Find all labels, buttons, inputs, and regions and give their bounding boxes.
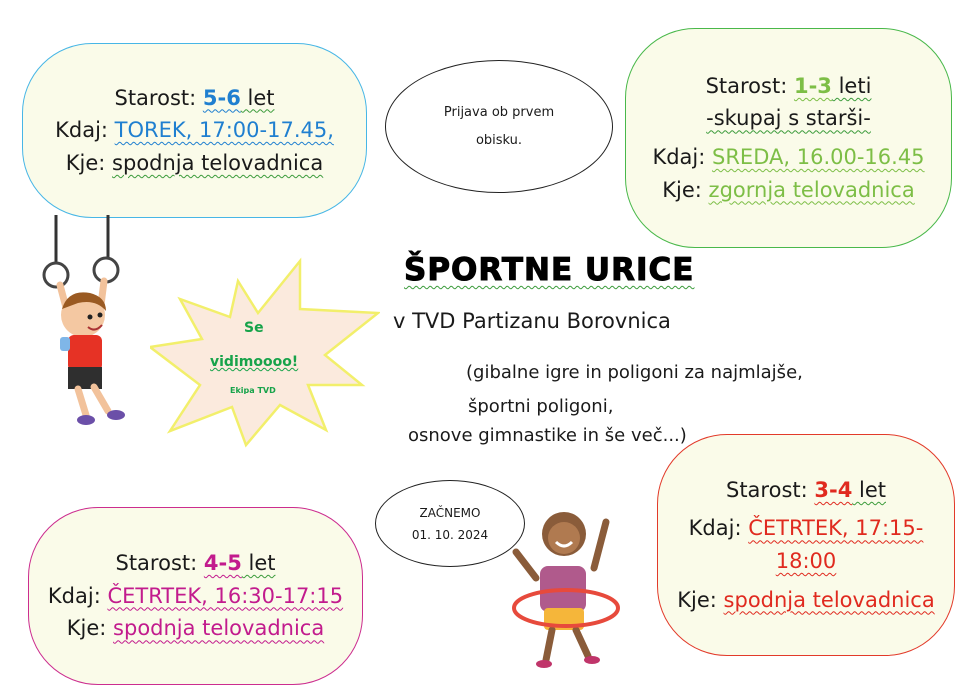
time-line-2 [776, 545, 837, 578]
time-label: Kdaj: [55, 118, 115, 143]
time-label: Kdaj: [47, 583, 108, 608]
time-label: Kdaj: [688, 516, 749, 541]
description-line-1: (gibalne igre in poligoni za najmlajše, [466, 362, 803, 383]
start-date-oval [375, 480, 525, 567]
time-label: Kdaj: [652, 145, 713, 169]
time-line [55, 114, 334, 147]
time-line [48, 580, 343, 613]
place-line [662, 174, 914, 207]
time-line [652, 141, 924, 174]
start-date: 01. 10. 2024 [411, 527, 489, 542]
place-value: spodnja telovadnica [723, 587, 935, 612]
age-suffix: leti [831, 73, 872, 98]
description-line-3: osnove gimnastike in še več...) [408, 425, 687, 446]
age-label: Starost: [705, 73, 794, 98]
start-label: ZAČNEMO [419, 505, 481, 520]
place-line [677, 584, 934, 617]
place-label: Kje: [66, 616, 114, 641]
girl-hula-hoop-illustration [508, 500, 628, 670]
schedule-box-1-3 [625, 28, 952, 248]
star-text-1: Se [244, 320, 264, 336]
registration-line-1: Prijava ob prvem [443, 104, 555, 120]
age-label: Starost: [725, 477, 815, 502]
place-value: zgornja telovadnica [708, 177, 915, 202]
place-label: Kje: [662, 177, 709, 202]
star-text-2: vidimoooo! [210, 354, 299, 370]
page-title: ŠPORTNE URICE [404, 252, 695, 288]
place-line [66, 147, 323, 180]
age-label: Starost: [115, 551, 204, 576]
age-suffix: let [852, 477, 886, 502]
schedule-box-3-4 [657, 434, 955, 656]
place-value: spodnja telovadnica [113, 616, 325, 641]
schedule-box-5-6 [22, 43, 367, 218]
schedule-box-4-5 [28, 507, 363, 685]
age-line [114, 82, 274, 115]
time-line [689, 512, 924, 545]
boy-on-rings-illustration [38, 215, 143, 430]
place-label: Kje: [677, 587, 724, 612]
time-value: ČETRTEK, 16:30-17:15 [107, 583, 344, 608]
star-text-3: Ekipa TVD [230, 386, 276, 394]
place-value: spodnja telovadnica [112, 150, 324, 175]
age-value: 5-6 [202, 85, 241, 110]
description-line-2: športni poligoni, [468, 396, 614, 417]
registration-line-2: obisku. [475, 132, 523, 148]
time-value: SREDA, 16.00-16.45 [712, 145, 925, 169]
age-value: 1-3 [793, 73, 832, 98]
parents-note [706, 102, 871, 135]
age-value: 4-5 [203, 551, 242, 576]
age-suffix: let [241, 551, 276, 576]
parents-note-text: -skupaj s starši- [706, 106, 871, 131]
age-value: 3-4 [814, 477, 853, 502]
age-line [706, 70, 872, 103]
time-value: ČETRTEK, 17:15- [748, 516, 924, 541]
place-label: Kje: [65, 150, 113, 175]
subtitle: v TVD Partizanu Borovnica [393, 309, 671, 333]
age-suffix: let [240, 85, 275, 110]
time-value: TOREK, 17:00-17.45, [114, 118, 334, 143]
place-line [67, 612, 324, 645]
registration-oval [385, 60, 613, 193]
time-value-end: 18:00 [775, 549, 837, 573]
age-line [115, 547, 275, 580]
age-label: Starost: [114, 85, 203, 110]
age-line [726, 474, 886, 507]
